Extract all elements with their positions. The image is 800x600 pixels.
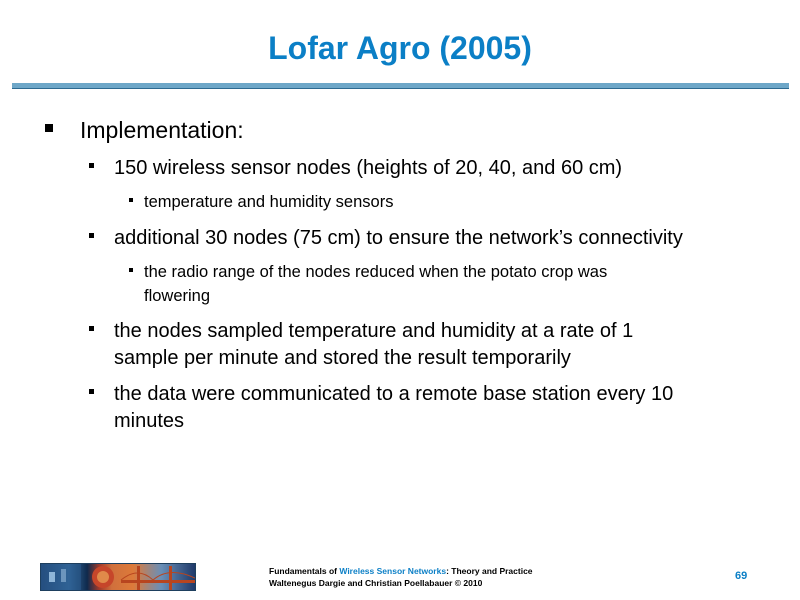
bullet-sensors: temperature and humidity sensors xyxy=(144,193,394,211)
bullet-marker xyxy=(45,124,53,132)
bullet-radio-range-line1: the radio range of the nodes reduced when the potato crop was xyxy=(144,263,608,281)
footer-prefix: Fundamentals of xyxy=(269,566,340,576)
footer-authors: Waltenegus Dargie and Christian Poellabauer © 2010 xyxy=(269,578,483,588)
bullet-communication-line1: the data were communicated to a remote base station every 10 xyxy=(114,383,674,405)
bullet-marker xyxy=(129,268,133,272)
footer-citation xyxy=(269,565,533,589)
footer-book-highlight: Wireless Sensor Networks xyxy=(339,566,447,576)
bullet-marker xyxy=(89,389,94,394)
bullet-communication-line2: minutes xyxy=(114,410,185,432)
bullet-marker xyxy=(89,233,94,238)
footer-suffix: : Theory and Practice xyxy=(446,566,533,576)
footer-banner-image xyxy=(40,563,196,591)
bullet-additional-nodes: additional 30 nodes (75 cm) to ensure the network’s connectivity xyxy=(114,227,683,249)
bullet-implementation: Implementation: xyxy=(80,117,244,143)
page-number: 69 xyxy=(735,570,748,582)
bullet-marker xyxy=(89,163,94,168)
bullet-sampling-line1: the nodes sampled temperature and humidity at a rate of 1 xyxy=(114,320,634,342)
bullet-sampling-line2: sample per minute and stored the result temporarily xyxy=(114,347,571,369)
bullet-radio-range-line2: flowering xyxy=(144,287,211,305)
bridge-collage-icon xyxy=(41,564,195,590)
bullet-marker xyxy=(129,198,133,202)
bullet-marker xyxy=(89,326,94,331)
bullet-sensor-nodes: 150 wireless sensor nodes (heights of 20, 40, and 60 cm) xyxy=(114,157,623,179)
slide-title: Lofar Agro (2005) xyxy=(268,30,532,66)
